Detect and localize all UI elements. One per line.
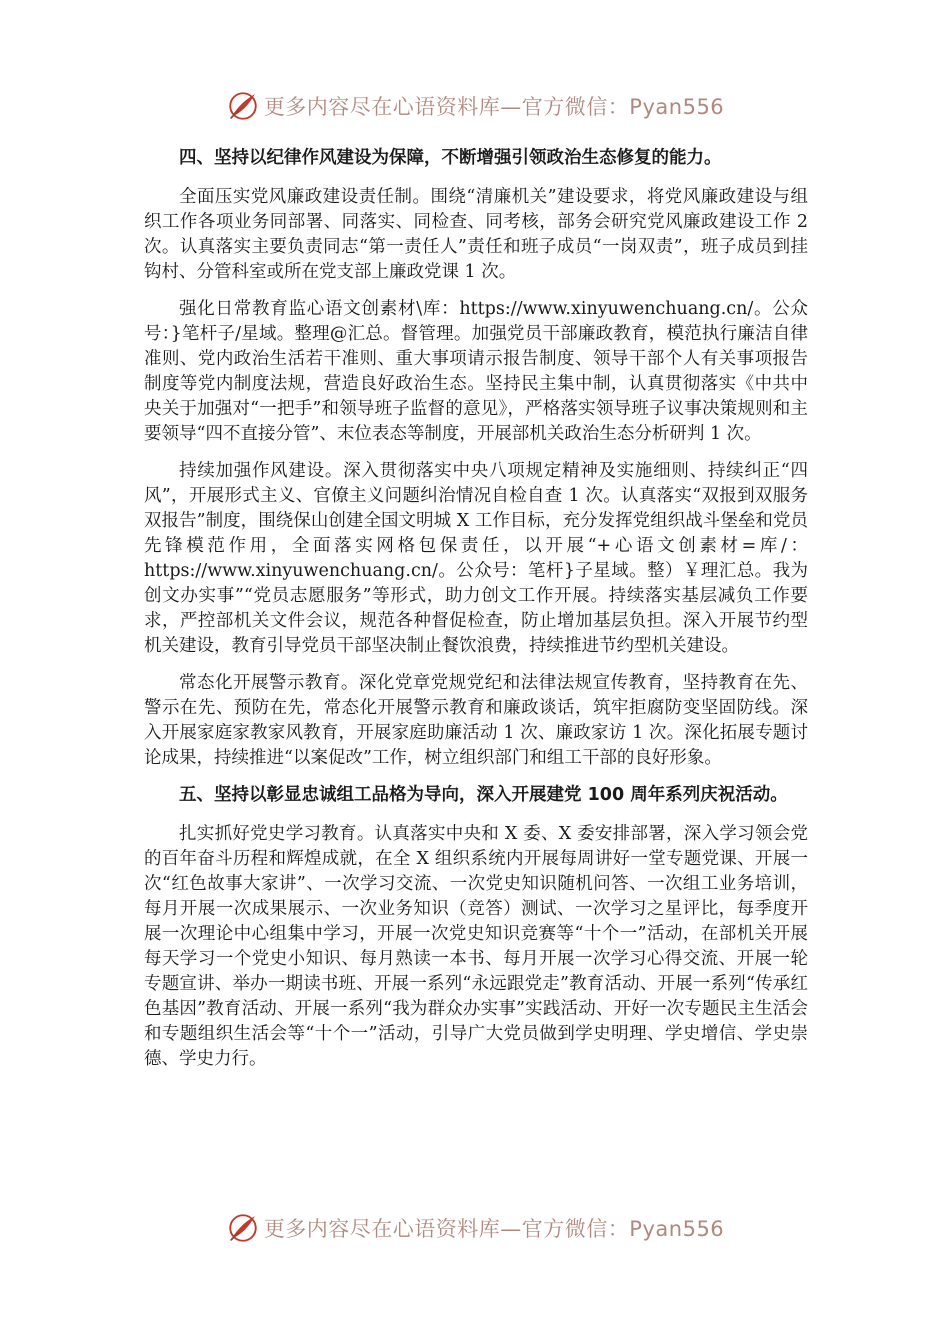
dove-quill-icon — [226, 1211, 260, 1245]
banner-text: 更多内容尽在心语资料库—官方微信：Pyan556 — [263, 1217, 725, 1241]
paragraph: 全面压实党风廉政建设责任制。围绕“清廉机关”建设要求，将党风廉政建设与组织工作各项业务同部署、同落实、同检查、同考核，部务会研究党风廉政建设工作 2 次。认真落实主要负责同志“第一责任人”责任和班子成员“一岗双责”，班子成员到挂钩村、分管科室或所在党支部上廉政党课 1 次。 — [144, 187, 808, 282]
paragraph: 扎实抓好党史学习教育。认真落实中央和 X 委、X 委安排部署，深入学习领会党的百年奋斗历程和辉煌成就，在全 X 组织系统内开展每周讲好一堂专题党课、开展一次“红色故事大家讲”、一次学习交流、一次党史知识随机问答、一次组工业务培训，每月开展一次成果展示、一次业务知识（竞答）测试、一次学习之星评比，每季度开展一次理论中心组集中学习，开展一次党史知识竞赛等“十个一”活动，在部机关开展每天学习一个党史小知识、每月熟读一本书、每月开展一次学习心得交流、开展一轮专题宣讲、举办一期读书班、开展一系列“永远跟党走”教育活动、开展一系列“传承红色基因”教育活动、开展一系列“我为群众办实事”实践活动、开好一次专题民主生活会和专题组织生活会等“十个一”活动，引导广大党员做到学史明理、学史增信、学史崇德、学史力行。 — [144, 824, 808, 1069]
section-heading-5: 五、坚持以彰显忠诚组工品格为导向，深入开展建党 100 周年系列庆祝活动。 — [179, 785, 788, 805]
header-watermark-banner — [0, 86, 950, 126]
paragraph: 强化日常教育监心语文创素材\库：https://www.xinyuwenchuang.cn/。公众号：}笔杆子/星域。整理@汇总。督管理。加强党员干部廉政教育，模范执行廉洁自律准则、党内政治生活若干准则、重大事项请示报告制度、领导干部个人有关事项报告制度等党内制度法规，营造良好政治生态。坚持民主集中制，认真贯彻落实《中共中央关于加强对“一把手”和领导班子监督的意见》，严格落实领导班子议事决策规则和主要领导“四不直接分管”、末位表态等制度，开展部机关政治生态分析研判 1 次。 — [144, 299, 808, 444]
paragraph: 持续加强作风建设。深入贯彻落实中央八项规定精神及实施细则、持续纠正“四风”，开展形式主义、官僚主义问题纠治情况自检自查 1 次。认真落实“双报到双服务双报告”制度，围绕保山创建全国文明城 X 工作目标，充分发挥党组织战斗堡垒和党员先锋模范作用，全面落实网格包保责任，以开展“+心语文创素材=库/：https://www.xinyuwenchuang.cn/。公众号：笔杆}子星域。整）￥理汇总。我为创文办实事”“党员志愿服务”等形式，助力创文工作开展。持续落实基层减负工作要求，严控部机关文件会议，规范各种督促检查，防止增加基层负担。深入开展节约型机关建设，教育引导党员干部坚决制止餐饮浪费，持续推进节约型机关建设。 — [144, 461, 808, 656]
dove-quill-icon — [226, 89, 260, 123]
footer-watermark-banner — [0, 1208, 950, 1248]
paragraph: 常态化开展警示教育。深化党章党规党纪和法律法规宣传教育，坚持教育在先、警示在先、预防在先，常态化开展警示教育和廉政谈话，筑牢拒腐防变坚固防线。深入开展家庭家教家风教育，开展家庭助廉活动 1 次、廉政家访 1 次。深化拓展专题讨论成果，持续推进“以案促改”工作，树立组织部门和组工干部的良好形象。 — [144, 673, 808, 768]
document-body — [144, 146, 808, 1084]
banner-text: 更多内容尽在心语资料库—官方微信：Pyan556 — [263, 95, 725, 119]
section-heading-4: 四、坚持以纪律作风建设为保障，不断增强引领政治生态修复的能力。 — [179, 148, 722, 168]
